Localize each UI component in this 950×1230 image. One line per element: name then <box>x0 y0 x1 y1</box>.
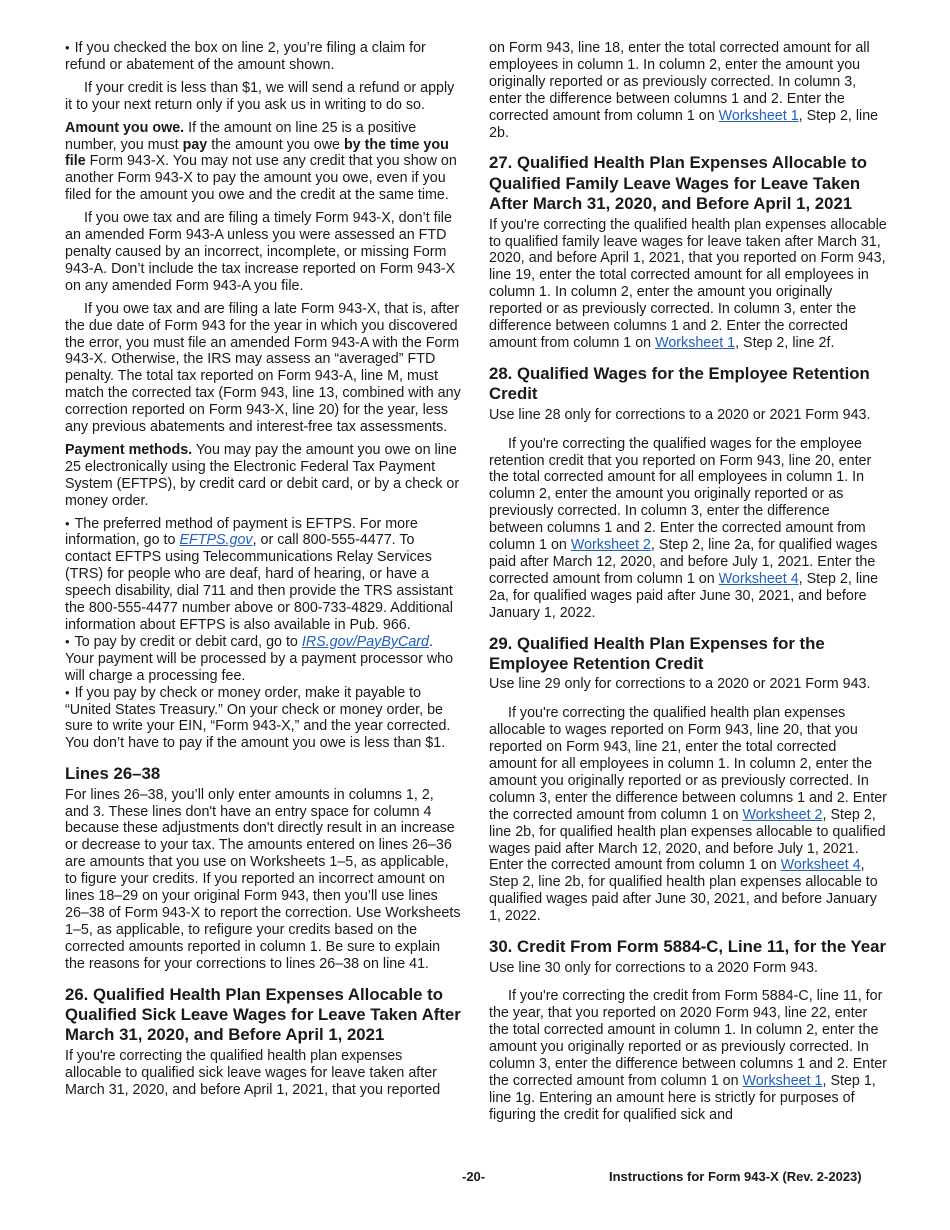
left-column <box>65 40 461 1105</box>
paragraph-line-27: If you're correcting the qualified health plan expenses allocable to qualified family leave wages for leave taken after March 31, 2020, and before April 1, 2021, that you reported on Form 943, line 19, enter the total corrected amount for all employees in column 1. In column 2, enter the amount you originally reported or as previously corrected. In column 3, enter the difference between columns 1 and 2. Enter the corrected amount from column 1 on Worksheet 1, Step 2, line 2f. <box>489 216 887 351</box>
run-in-heading: Payment methods. <box>65 441 193 458</box>
paragraph-timely: If you owe tax and are filing a timely Form 943-X, don’t file an amended Form 943-A unless you were assessed an FTD penalty caused by an incorrect, incomplete, or missing Form 943-A. Don’t include the tax increase reported on Form 943-X on any amended Form 943-A you file. <box>65 210 456 294</box>
paragraph-line-26-cont: on Form 943, line 18, enter the total corrected amount for all employees in column 1. In column 2, enter the amount you originally reported or as previously corrected. In column 3, enter the difference between columns 1 and 2. Enter the corrected amount from column 1 on Worksheet 1, Step 2, line 2b. <box>489 40 879 141</box>
right-column <box>489 40 887 1130</box>
paragraph-lines-26-38: For lines 26–38, you’ll only enter amounts in columns 1, 2, and 3. These lines don't have an entry space for column 4 because these adjustments don't directly result in an increase or decrease to your tax. The amounts entered on lines 26–36 are amounts that you use on Worksheets 1–5, as applicable, to figure your credits. If you reported an incorrect amount on lines 18–29 on your original Form 943, then you’ll use lines 26–38 of Form 943-X to report the correction. Use Worksheets 1–5, as applicable, to refigure your credits based on the corrected amounts reported in column 1. Be sure to explain the reasons for your corrections to lines 26–38 on line 41. <box>65 786 461 972</box>
paragraph-credit-less: If your credit is less than $1, we will send a refund or apply it to your next return only if you ask us in writing to do so. <box>65 79 455 113</box>
paragraph-line-29: If you're correcting the qualified health plan expenses allocable to wages reported on Form 943, line 20, that you reported on Form 943, line 21, enter the total corrected amount for all employees in column 1. In column 2, enter the amount you originally reported or as previously corrected. In column 3, enter the difference between columns 1 and 2. Enter the corrected amount from column 1 on Worksheet 2, Step 2, line 2b, for qualified health plan expenses allocable to qualified wages paid after March 12, 2020, and before July 1, 2021. Enter the corrected amount from column 1 on Worksheet 4, Step 2, line 2b, for qualified health plan expenses allocable to qualified wages paid after June 30, 2021, and before January 1, 2022. <box>489 705 887 925</box>
paragraph-line-28-use: Use line 28 only for corrections to a 2020 or 2021 Form 943. <box>489 406 871 423</box>
paragraph-amount-you-owe: Amount you owe. If the amount on line 25 is a positive number, you must pay the amount you owe by the time you file Form 943-X. You may not use any credit that you show on another Form 943-X to pay the amount you owe, even if you filed for the amount you owe and the credit at the same time. <box>65 119 457 204</box>
worksheet-1-link[interactable]: Worksheet 1 <box>742 1072 823 1089</box>
paragraph-payment-methods: Payment methods. You may pay the amount you owe on line 25 electronically using the Electronic Federal Tax Payment System (EFTPS), by credit card or debit card, or by a check or money order. <box>65 441 460 509</box>
bullet-eftps: • The preferred method of payment is EFTPS. For more information, go to EFTPS.gov, or call 800-555-4477. To contact EFTPS using Telecommunications Relay Services (TRS) for people who are deaf, hard of hearing, or have a speech disability, dial 711 and then provide the TRS assistant the 800-555-4477 number above or 800-733-4829. Additional information about EFTPS is also available in Pub. 966. <box>65 516 461 634</box>
heading-line-27: 27. Qualified Health Plan Expenses Allocable to Qualified Family Leave Wages for Leave Taken After March 31, 2020, and Before April 1, 2021 <box>489 153 868 214</box>
paragraph-line-29-use: Use line 29 only for corrections to a 2020 or 2021 Form 943. <box>489 676 871 693</box>
worksheet-2-link[interactable]: Worksheet 2 <box>570 537 651 554</box>
heading-line-28: 28. Qualified Wages for the Employee Retention Credit <box>489 363 870 404</box>
run-in-heading: Amount you owe. <box>65 119 185 136</box>
worksheet-1-link[interactable]: Worksheet 1 <box>655 335 736 351</box>
heading-line-26: 26. Qualified Health Plan Expenses Allocable to Qualified Sick Leave Wages for Leave Taken After March 31, 2020, and Before April 1, 2021 <box>65 984 461 1045</box>
bullet-check: • If you pay by check or money order, make it payable to “United States Treasury.” On your check or money order, be sure to write your EIN, “Form 943-X,” and the year corrected. You don’t have to pay if the amount you owe is less than $1. <box>65 685 461 753</box>
paragraph-late: If you owe tax and are filing a late Form 943-X, that is, after the due date of Form 943 for the year in which you discovered the error, you must file an amended Form 943-A with the Form 943-X. Otherwise, the IRS may assess an “averaged” FTD penalty. The total tax reported on Form 943-A, line M, must match the corrected tax (Form 943, line 13, combined with any correction reported on Form 943-X, line 20) for the year, less any previous abatements and interest-free tax assessments. <box>65 300 461 436</box>
bullet-refund: • If you checked the box on line 2, you’re filing a claim for refund or abatement of the amount shown. <box>65 40 461 74</box>
heading-lines-26-38: Lines 26–38 <box>65 764 161 784</box>
eftps-link[interactable]: EFTPS.gov <box>179 532 253 549</box>
worksheet-2-link[interactable]: Worksheet 2 <box>742 806 823 823</box>
paybycard-link[interactable]: IRS.gov/PayByCard <box>301 633 429 650</box>
heading-line-30: 30. Credit From Form 5884-C, Line 11, for the Year <box>489 937 886 957</box>
heading-line-29: 29. Qualified Health Plan Expenses for the Employee Retention Credit <box>489 633 825 673</box>
worksheet-1-link[interactable]: Worksheet 1 <box>718 107 799 124</box>
bullet-card: • To pay by credit or debit card, go to IRS.gov/PayByCard. Your payment will be processed by a payment processor who will charge a processing fee. <box>65 634 461 685</box>
paragraph-line-26: If you're correcting the qualified health plan expenses allocable to qualified sick leave wages for leave taken after March 31, 2020, and before April 1, 2021, that you reported <box>65 1047 441 1098</box>
worksheet-4-link[interactable]: Worksheet 4 <box>780 857 861 874</box>
footer-form-title: Instructions for Form 943-X (Rev. 2-2023) <box>609 1169 862 1184</box>
paragraph-line-30-use: Use line 30 only for corrections to a 2020 Form 943. <box>489 959 818 976</box>
paragraph-line-30: If you're correcting the credit from Form 5884-C, line 11, for the year, that you reported on 2020 Form 943, line 22, enter the total corrected amount in column 1. In column 2, enter the amount you originally reported or as previously corrected. In column 3, enter the difference between columns 1 and 2. Enter the corrected amount from column 1 on Worksheet 1, Step 1, line 1g. Entering an amount here is strictly for purposes of figuring the credit for qualified sick and <box>489 988 887 1123</box>
page-number: -20- <box>462 1169 486 1184</box>
worksheet-4-link[interactable]: Worksheet 4 <box>718 570 799 587</box>
paragraph-line-28: If you're correcting the qualified wages for the employee retention credit that you reported on Form 943, line 20, enter the total corrected amount for all employees in column 1. In column 2, enter the amount you originally reported or as previously corrected. In column 3, enter the difference between columns 1 and 2. Enter the corrected amount from column 1 on Worksheet 2, Step 2, line 2a, for qualified wages paid after March 12, 2020, and before July 1, 2021. Enter the corrected amount from column 1 on Worksheet 4, Step 2, line 2a, for qualified wages paid after June 30, 2021, and before January 1, 2022. <box>489 435 879 621</box>
